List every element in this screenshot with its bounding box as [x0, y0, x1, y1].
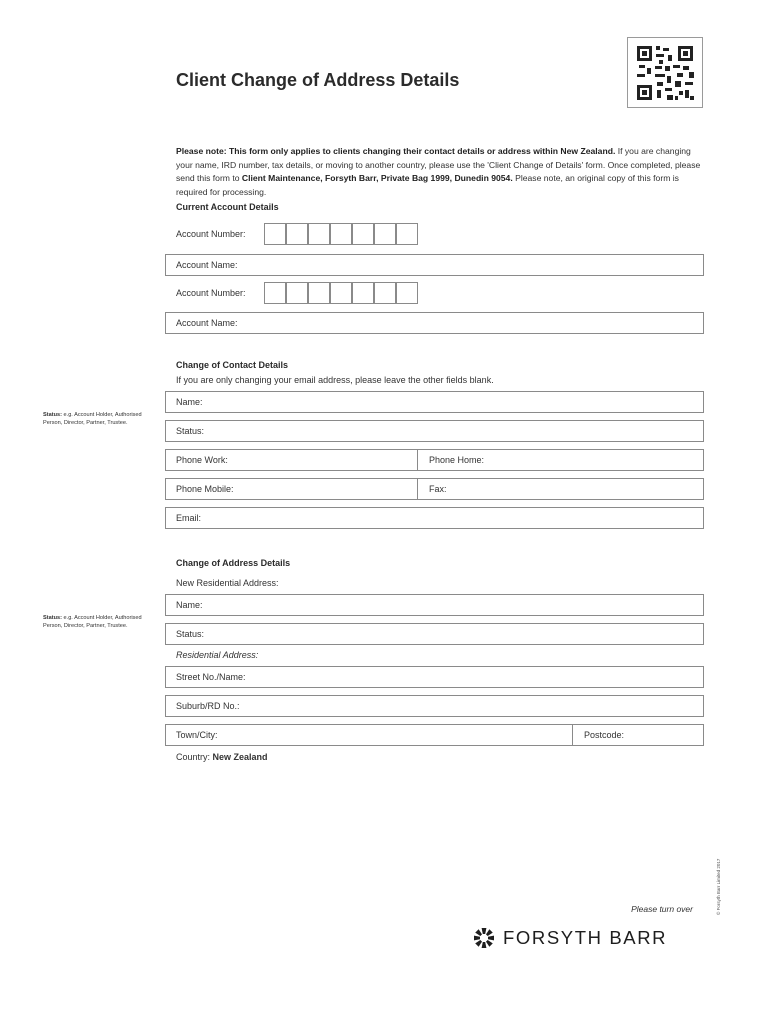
note-bold-lead: Please note: This form only applies to clients changing their contact details or address within New Zealand.	[176, 146, 616, 156]
account-number-label-2: Account Number:	[176, 288, 246, 298]
note-text-1: If you are changing your name, IRD number, tax details, or moving to another country, please use the 'Client Change of Details' form. Once completed, please send this form to	[176, 146, 701, 184]
address-name-label: Name:	[176, 600, 203, 610]
brand-name: FORSYTH BARR	[503, 927, 668, 948]
account-name-field-1[interactable]	[165, 254, 704, 276]
address-status-field[interactable]	[165, 623, 704, 645]
brand-logo	[473, 927, 667, 949]
contact-subheading: If you are only changing your email address, please leave the other fields blank.	[176, 375, 494, 385]
please-turn-over: Please turn over	[631, 904, 693, 914]
contact-name-label: Name:	[176, 397, 203, 407]
fax-label: Fax:	[429, 484, 447, 494]
contact-status-label: Status:	[176, 426, 205, 436]
town-label: Town/City:	[176, 730, 218, 740]
account-name-field-2[interactable]	[165, 312, 704, 334]
suburb-field[interactable]	[165, 695, 704, 717]
town-postcode-row	[165, 724, 704, 746]
country-line	[176, 752, 268, 762]
copyright: © Forsyth Barr Limited 2017	[716, 858, 721, 915]
intro-note	[176, 145, 701, 199]
qr-code	[627, 37, 703, 108]
address-status-label: Status:	[176, 629, 205, 639]
status-side-note-2	[43, 615, 143, 630]
side-note-bold-1: Status:	[43, 412, 62, 418]
note-bold-address: Client Maintenance, Forsyth Barr, Private Bag 1999, Dunedin 9054.	[241, 173, 513, 184]
contact-name-field[interactable]	[165, 391, 704, 413]
side-note-text-2: e.g. Account Holder, Authorised Person, Director, Partner, Trustee.	[43, 615, 142, 629]
phone-work-label: Phone Work:	[176, 455, 228, 465]
street-field[interactable]	[165, 666, 704, 688]
street-label: Street No./Name:	[176, 672, 246, 682]
contact-status-field[interactable]	[165, 420, 704, 442]
address-subheading: New Residential Address:	[176, 578, 279, 588]
country-value: New Zealand	[212, 752, 268, 762]
phone-home-label: Phone Home:	[429, 455, 485, 465]
address-heading: Change of Address Details	[176, 558, 291, 568]
residential-address-label: Residential Address:	[176, 650, 259, 660]
phone-row	[165, 449, 704, 471]
suburb-label: Suburb/RD No.:	[176, 701, 240, 711]
address-name-field[interactable]	[165, 594, 704, 616]
account-name-label-2: Account Name:	[176, 318, 238, 328]
qr-code-icon	[637, 46, 695, 101]
account-name-label-1: Account Name:	[176, 260, 238, 270]
current-account-heading: Current Account Details	[176, 202, 279, 212]
side-note-bold-2: Status:	[43, 615, 62, 621]
postcode-label: Postcode:	[584, 730, 625, 740]
note-text-2: Please note, an original copy of this form is required for processing.	[176, 173, 679, 197]
mobile-fax-row	[165, 478, 704, 500]
email-label: Email:	[176, 513, 202, 523]
account-number-input-1[interactable]	[264, 223, 418, 245]
page-title: Client Change of Address Details	[176, 70, 460, 90]
side-note-text-1: e.g. Account Holder, Authorised Person, Director, Partner, Trustee.	[43, 412, 142, 426]
status-side-note-1	[43, 412, 143, 427]
account-number-input-2[interactable]	[264, 282, 418, 304]
account-number-label-1: Account Number:	[176, 229, 246, 239]
email-field[interactable]	[165, 507, 704, 529]
country-label: Country:	[176, 752, 211, 762]
star-logo-icon	[473, 927, 495, 949]
contact-heading: Change of Contact Details	[176, 360, 289, 370]
phone-mobile-label: Phone Mobile:	[176, 484, 234, 494]
